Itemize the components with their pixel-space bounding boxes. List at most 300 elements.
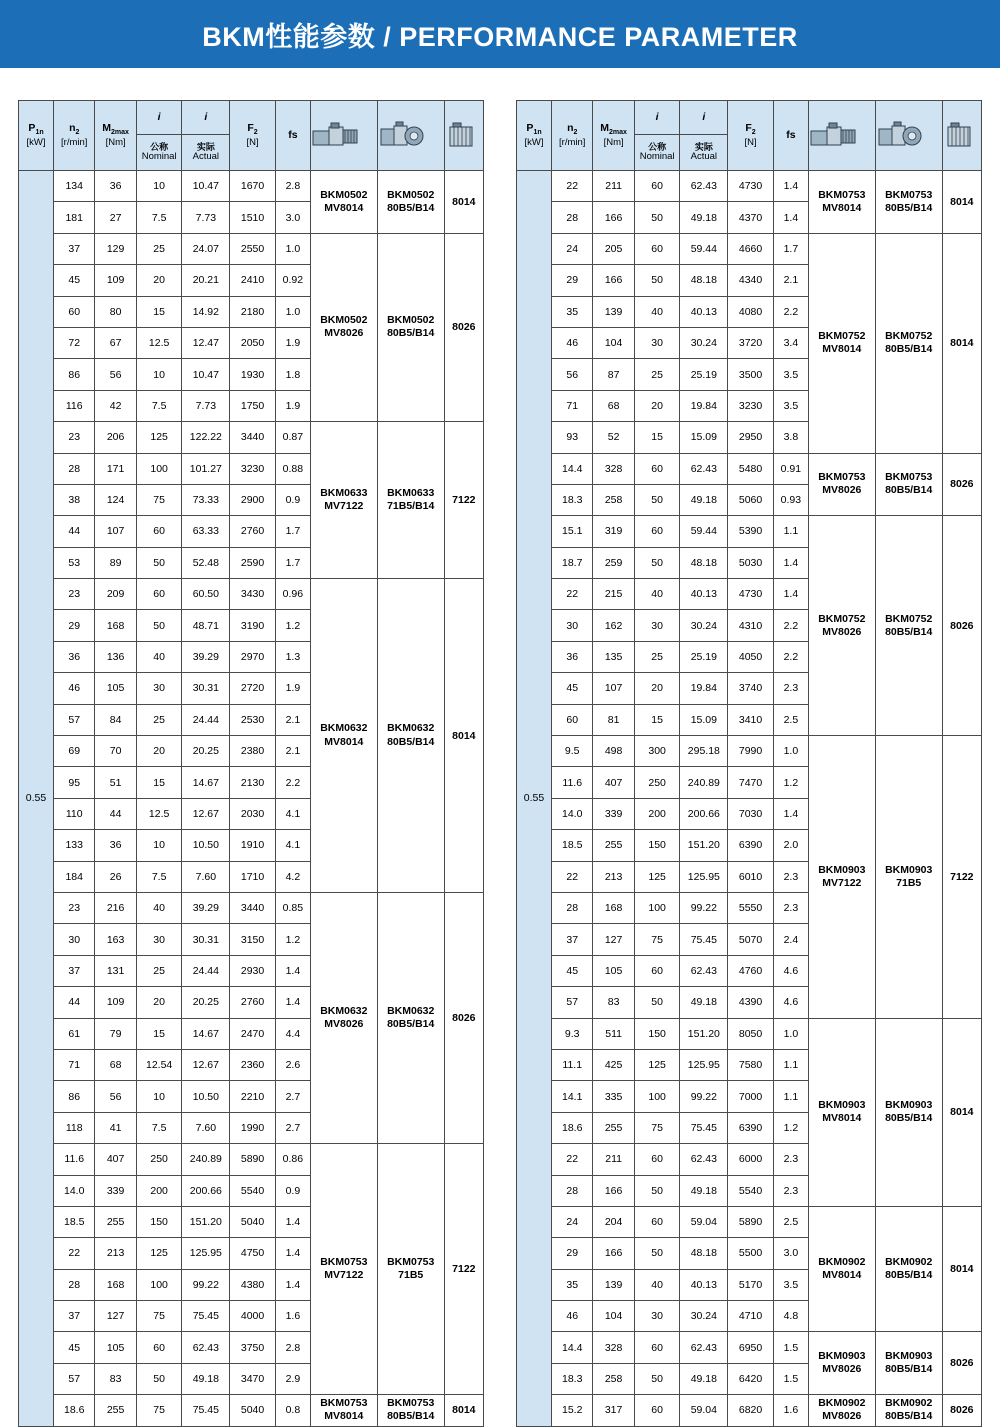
cell-i-nominal: 50 (634, 987, 680, 1018)
cell-frame-code: 8014 (444, 1395, 483, 1426)
cell-f2: 4730 (728, 579, 774, 610)
cell-i-actual: 240.89 (680, 767, 728, 798)
cell-fs: 0.85 (275, 892, 310, 923)
cell-n2: 23 (54, 892, 95, 923)
cell-fs: 1.2 (275, 610, 310, 641)
cell-fs: 1.9 (275, 327, 310, 358)
cell-n2: 36 (552, 641, 593, 672)
cell-i-actual: 151.20 (680, 1018, 728, 1049)
cell-n2: 18.5 (54, 1206, 95, 1237)
cell-n2: 45 (54, 1332, 95, 1363)
cell-fs: 1.4 (773, 547, 808, 578)
cell-i-nominal: 30 (634, 1301, 680, 1332)
cell-f2: 3440 (230, 892, 276, 923)
cell-i-actual: 20.21 (182, 265, 230, 296)
cell-n2: 44 (54, 516, 95, 547)
cell-f2: 2760 (230, 987, 276, 1018)
cell-m2max: 105 (95, 1332, 136, 1363)
cell-f2: 3230 (230, 453, 276, 484)
cell-i-nominal: 50 (136, 547, 182, 578)
cell-i-nominal: 30 (136, 924, 182, 955)
cell-i-actual: 15.09 (680, 422, 728, 453)
cell-i-actual: 75.45 (680, 924, 728, 955)
cell-i-nominal: 50 (136, 1363, 182, 1394)
cell-m2max: 105 (593, 955, 634, 986)
cell-i-actual: 14.92 (182, 296, 230, 327)
cell-i-actual: 62.43 (680, 171, 728, 202)
cell-i-actual: 59.04 (680, 1206, 728, 1237)
cell-fs: 2.7 (275, 1112, 310, 1143)
cell-frame-code: 8026 (942, 453, 981, 516)
cell-frame-code: 8014 (942, 233, 981, 453)
cell-m2max: 407 (95, 1144, 136, 1175)
cell-i-nominal: 50 (634, 484, 680, 515)
cell-i-nominal: 15 (136, 767, 182, 798)
cell-n2: 18.6 (54, 1395, 95, 1426)
cell-i-actual: 48.18 (680, 1238, 728, 1269)
cell-i-actual: 7.73 (182, 202, 230, 233)
cell-n2: 46 (552, 327, 593, 358)
cell-m2max: 216 (95, 892, 136, 923)
cell-i-nominal: 50 (634, 1238, 680, 1269)
cell-m2max: 107 (593, 673, 634, 704)
cell-m2max: 206 (95, 422, 136, 453)
cell-i-nominal: 75 (634, 1112, 680, 1143)
cell-f2: 1510 (230, 202, 276, 233)
cell-i-actual: 39.29 (182, 892, 230, 923)
cell-frame-code: 8014 (942, 1018, 981, 1206)
cell-n2: 118 (54, 1112, 95, 1143)
cell-i-actual: 101.27 (182, 453, 230, 484)
cell-m2max: 127 (593, 924, 634, 955)
cell-i-actual: 73.33 (182, 484, 230, 515)
cell-n2: 86 (54, 359, 95, 390)
cell-m2max: 109 (95, 265, 136, 296)
cell-fs: 2.6 (275, 1049, 310, 1080)
cell-n2: 28 (552, 202, 593, 233)
cell-fs: 1.6 (275, 1301, 310, 1332)
header-cell-nominal: 公称 Nominal (634, 135, 680, 171)
cell-frame-code: 7122 (942, 736, 981, 1019)
cell-i-nominal: 40 (136, 892, 182, 923)
cell-m2max: 259 (593, 547, 634, 578)
cell-m2max: 26 (95, 861, 136, 892)
cell-fs: 2.3 (773, 1175, 808, 1206)
cell-m2max: 255 (95, 1395, 136, 1426)
cell-n2: 61 (54, 1018, 95, 1049)
cell-frame-code: 8014 (444, 579, 483, 893)
cell-frame-code: 8026 (444, 892, 483, 1143)
cell-f2: 4080 (728, 296, 774, 327)
header-cell-p1n: $P_{1n}$ [kW] (517, 101, 552, 171)
cell-m2max: 139 (593, 296, 634, 327)
cell-i-nominal: 75 (136, 484, 182, 515)
cell-n2: 57 (552, 987, 593, 1018)
cell-fs: 2.3 (773, 861, 808, 892)
cell-f2: 7030 (728, 798, 774, 829)
cell-f2: 6390 (728, 830, 774, 861)
cell-m2max: 166 (593, 202, 634, 233)
cell-m2max: 107 (95, 516, 136, 547)
cell-fs: 1.4 (773, 202, 808, 233)
cell-i-actual: 39.29 (182, 641, 230, 672)
cell-m2max: 105 (95, 673, 136, 704)
cell-fs: 1.0 (275, 296, 310, 327)
cell-fs: 3.4 (773, 327, 808, 358)
cell-fs: 2.8 (275, 171, 310, 202)
cell-m2max: 124 (95, 484, 136, 515)
cell-f2: 4340 (728, 265, 774, 296)
table-row (517, 233, 982, 264)
cell-motor-code: BKM0903 MV8026 (808, 1332, 875, 1395)
cell-motor-code: BKM0632 MV8014 (310, 579, 377, 893)
cell-n2: 71 (54, 1049, 95, 1080)
cell-motor-code: BKM0752 MV8026 (808, 516, 875, 736)
cell-i-actual: 20.25 (182, 736, 230, 767)
cell-fs: 2.3 (773, 1144, 808, 1175)
cell-i-actual: 49.18 (680, 484, 728, 515)
cell-i-nominal: 125 (136, 1238, 182, 1269)
cell-n2: 11.1 (552, 1049, 593, 1080)
cell-m2max: 255 (593, 830, 634, 861)
cell-m2max: 51 (95, 767, 136, 798)
cell-f2: 1710 (230, 861, 276, 892)
cell-fs: 3.0 (275, 202, 310, 233)
cell-fs: 3.5 (773, 1269, 808, 1300)
cell-i-nominal: 7.5 (136, 1112, 182, 1143)
table-row (19, 892, 484, 923)
cell-i-actual: 295.18 (680, 736, 728, 767)
cell-fs: 1.6 (773, 1395, 808, 1426)
cell-fs: 2.1 (275, 736, 310, 767)
cell-m2max: 319 (593, 516, 634, 547)
cell-i-nominal: 20 (634, 390, 680, 421)
cell-m2max: 68 (593, 390, 634, 421)
cell-flange-code: BKM0753 71B5 (377, 1144, 444, 1395)
cell-fs: 1.4 (275, 955, 310, 986)
page-header-banner (0, 0, 1000, 68)
cell-i-nominal: 75 (136, 1301, 182, 1332)
cell-i-nominal: 12.54 (136, 1049, 182, 1080)
cell-i-actual: 99.22 (680, 892, 728, 923)
cell-n2: 22 (552, 1144, 593, 1175)
cell-i-actual: 30.24 (680, 1301, 728, 1332)
cell-n2: 22 (54, 1238, 95, 1269)
cell-frame-code: 8014 (942, 1206, 981, 1332)
cell-fs: 1.1 (773, 1081, 808, 1112)
cell-n2: 15.2 (552, 1395, 593, 1426)
cell-i-nominal: 20 (634, 673, 680, 704)
cell-f2: 4310 (728, 610, 774, 641)
cell-f2: 3150 (230, 924, 276, 955)
cell-m2max: 56 (95, 359, 136, 390)
cell-fs: 2.3 (773, 673, 808, 704)
table-row (517, 1018, 982, 1049)
cell-f2: 4660 (728, 233, 774, 264)
cell-motor-code: BKM0632 MV8026 (310, 892, 377, 1143)
cell-f2: 2180 (230, 296, 276, 327)
cell-f2: 5040 (230, 1206, 276, 1237)
cell-m2max: 498 (593, 736, 634, 767)
cell-fs: 0.9 (275, 1175, 310, 1206)
cell-i-actual: 30.24 (680, 610, 728, 641)
cell-frame-code: 8014 (942, 171, 981, 234)
cell-n2: 22 (552, 861, 593, 892)
cell-m2max: 511 (593, 1018, 634, 1049)
cell-m2max: 317 (593, 1395, 634, 1426)
cell-i-nominal: 40 (634, 1269, 680, 1300)
cell-i-nominal: 15 (634, 704, 680, 735)
cell-i-actual: 62.43 (680, 453, 728, 484)
cell-i-actual: 40.13 (680, 296, 728, 327)
cell-frame-code: 8026 (942, 516, 981, 736)
flange-motor-icon (875, 101, 942, 171)
cell-f2: 6390 (728, 1112, 774, 1143)
cell-n2: 15.1 (552, 516, 593, 547)
cell-p1n-value: 0.55 (19, 171, 54, 1427)
cell-f2: 6950 (728, 1332, 774, 1363)
cell-m2max: 213 (95, 1238, 136, 1269)
performance-table-left (18, 100, 484, 1427)
cell-m2max: 211 (593, 1144, 634, 1175)
cell-i-actual: 49.18 (182, 1363, 230, 1394)
cell-fs: 2.7 (275, 1081, 310, 1112)
cell-i-actual: 99.22 (680, 1081, 728, 1112)
cell-f2: 1670 (230, 171, 276, 202)
cell-n2: 46 (54, 673, 95, 704)
cell-f2: 4380 (230, 1269, 276, 1300)
cell-m2max: 136 (95, 641, 136, 672)
cell-f2: 5890 (728, 1206, 774, 1237)
cell-m2max: 211 (593, 171, 634, 202)
cell-n2: 93 (552, 422, 593, 453)
header-cell-m2max: $M_{2max}$ [Nm] (95, 101, 136, 171)
cell-p1n-value: 0.55 (517, 171, 552, 1427)
cell-i-nominal: 250 (634, 767, 680, 798)
cell-n2: 133 (54, 830, 95, 861)
cell-n2: 38 (54, 484, 95, 515)
cell-i-actual: 59.44 (680, 516, 728, 547)
cell-flange-code: BKM0903 80B5/B14 (875, 1332, 942, 1395)
table-row (517, 453, 982, 484)
cell-m2max: 87 (593, 359, 634, 390)
cell-i-nominal: 250 (136, 1144, 182, 1175)
cell-i-nominal: 25 (136, 704, 182, 735)
cell-i-actual: 7.73 (182, 390, 230, 421)
cell-i-actual: 20.25 (182, 987, 230, 1018)
cell-i-nominal: 200 (634, 798, 680, 829)
cell-f2: 3230 (728, 390, 774, 421)
cell-i-actual: 48.18 (680, 265, 728, 296)
cell-n2: 35 (552, 1269, 593, 1300)
cell-n2: 24 (552, 233, 593, 264)
cell-i-nominal: 150 (136, 1206, 182, 1237)
cell-fs: 3.0 (773, 1238, 808, 1269)
cell-n2: 28 (54, 1269, 95, 1300)
table-row (517, 1206, 982, 1237)
cell-m2max: 171 (95, 453, 136, 484)
cell-i-actual: 10.50 (182, 1081, 230, 1112)
cell-n2: 23 (54, 579, 95, 610)
cell-i-nominal: 20 (136, 736, 182, 767)
header-cell-fs: fs (773, 101, 808, 171)
cell-i-nominal: 60 (634, 1206, 680, 1237)
cell-f2: 2130 (230, 767, 276, 798)
cell-i-actual: 7.60 (182, 1112, 230, 1143)
cell-i-actual: 19.84 (680, 673, 728, 704)
motor-frame-icon (942, 101, 981, 171)
header-cell-i-nominal: i (634, 101, 680, 135)
cell-frame-code: 7122 (444, 1144, 483, 1395)
cell-i-nominal: 7.5 (136, 861, 182, 892)
cell-fs: 1.5 (773, 1363, 808, 1394)
cell-m2max: 129 (95, 233, 136, 264)
cell-fs: 4.2 (275, 861, 310, 892)
cell-i-actual: 12.47 (182, 327, 230, 358)
cell-f2: 2410 (230, 265, 276, 296)
cell-i-nominal: 75 (634, 924, 680, 955)
cell-f2: 5500 (728, 1238, 774, 1269)
cell-m2max: 163 (95, 924, 136, 955)
cell-fs: 1.9 (275, 390, 310, 421)
cell-fs: 2.8 (275, 1332, 310, 1363)
cell-i-actual: 49.18 (680, 1175, 728, 1206)
cell-m2max: 166 (593, 1238, 634, 1269)
table-row (517, 1395, 982, 1426)
cell-fs: 0.86 (275, 1144, 310, 1175)
cell-m2max: 70 (95, 736, 136, 767)
cell-fs: 2.5 (773, 704, 808, 735)
cell-m2max: 104 (593, 327, 634, 358)
cell-motor-code: BKM0633 MV7122 (310, 422, 377, 579)
cell-n2: 37 (552, 924, 593, 955)
cell-m2max: 425 (593, 1049, 634, 1080)
cell-i-actual: 19.84 (680, 390, 728, 421)
cell-n2: 14.4 (552, 1332, 593, 1363)
cell-i-nominal: 40 (136, 641, 182, 672)
cell-i-nominal: 100 (136, 1269, 182, 1300)
cell-fs: 1.2 (773, 1112, 808, 1143)
cell-i-actual: 24.44 (182, 704, 230, 735)
cell-fs: 1.1 (773, 1049, 808, 1080)
motor-frame-icon (444, 101, 483, 171)
cell-motor-code: BKM0753 MV8026 (808, 453, 875, 516)
cell-n2: 184 (54, 861, 95, 892)
cell-fs: 0.96 (275, 579, 310, 610)
cell-i-actual: 62.43 (680, 1144, 728, 1175)
cell-n2: 22 (552, 579, 593, 610)
cell-n2: 57 (54, 1363, 95, 1394)
cell-i-nominal: 10 (136, 1081, 182, 1112)
cell-m2max: 258 (593, 1363, 634, 1394)
cell-f2: 5030 (728, 547, 774, 578)
cell-f2: 3430 (230, 579, 276, 610)
cell-n2: 56 (552, 359, 593, 390)
cell-m2max: 139 (593, 1269, 634, 1300)
cell-f2: 8050 (728, 1018, 774, 1049)
cell-m2max: 36 (95, 830, 136, 861)
cell-i-actual: 75.45 (182, 1395, 230, 1426)
cell-f2: 5550 (728, 892, 774, 923)
cell-flange-code: BKM0633 71B5/B14 (377, 422, 444, 579)
cell-i-actual: 48.71 (182, 610, 230, 641)
cell-f2: 3190 (230, 610, 276, 641)
cell-flange-code: BKM0632 80B5/B14 (377, 892, 444, 1143)
cell-frame-code: 8014 (444, 171, 483, 234)
cell-i-nominal: 30 (136, 673, 182, 704)
header-cell-f2: $F_2$ [N] (230, 101, 276, 171)
cell-f2: 4760 (728, 955, 774, 986)
cell-n2: 45 (552, 673, 593, 704)
cell-i-nominal: 100 (634, 892, 680, 923)
cell-fs: 2.5 (773, 1206, 808, 1237)
cell-motor-code: BKM0502 MV8014 (310, 171, 377, 234)
cell-f2: 2530 (230, 704, 276, 735)
cell-i-actual: 14.67 (182, 1018, 230, 1049)
cell-i-nominal: 15 (136, 296, 182, 327)
cell-fs: 2.2 (773, 296, 808, 327)
cell-n2: 37 (54, 1301, 95, 1332)
cell-f2: 6010 (728, 861, 774, 892)
cell-n2: 22 (552, 171, 593, 202)
cell-m2max: 44 (95, 798, 136, 829)
cell-n2: 14.1 (552, 1081, 593, 1112)
cell-i-nominal: 60 (634, 516, 680, 547)
cell-n2: 37 (54, 233, 95, 264)
cell-f2: 4390 (728, 987, 774, 1018)
cell-i-nominal: 12.5 (136, 798, 182, 829)
cell-flange-code: BKM0753 80B5/B14 (875, 171, 942, 234)
cell-m2max: 131 (95, 955, 136, 986)
header-cell-actual: 实际 Actual (182, 135, 230, 171)
cell-n2: 14.0 (54, 1175, 95, 1206)
cell-i-nominal: 10 (136, 830, 182, 861)
cell-flange-code: BKM0753 80B5/B14 (875, 453, 942, 516)
cell-f2: 4000 (230, 1301, 276, 1332)
cell-m2max: 328 (593, 1332, 634, 1363)
gear-motor-icon (808, 101, 875, 171)
cell-i-nominal: 60 (634, 171, 680, 202)
cell-f2: 5890 (230, 1144, 276, 1175)
cell-f2: 2210 (230, 1081, 276, 1112)
cell-fs: 1.4 (773, 798, 808, 829)
cell-n2: 9.5 (552, 736, 593, 767)
cell-fs: 3.8 (773, 422, 808, 453)
cell-n2: 60 (552, 704, 593, 735)
cell-i-actual: 24.07 (182, 233, 230, 264)
cell-i-actual: 15.09 (680, 704, 728, 735)
cell-m2max: 52 (593, 422, 634, 453)
header-cell-actual: 实际 Actual (680, 135, 728, 171)
cell-fs: 1.4 (275, 987, 310, 1018)
cell-i-nominal: 60 (634, 955, 680, 986)
cell-i-nominal: 15 (634, 422, 680, 453)
cell-n2: 69 (54, 736, 95, 767)
cell-i-actual: 151.20 (680, 830, 728, 861)
cell-fs: 1.5 (773, 1332, 808, 1363)
header-cell-fs: fs (275, 101, 310, 171)
cell-fs: 1.9 (275, 673, 310, 704)
cell-i-actual: 99.22 (182, 1269, 230, 1300)
cell-fs: 1.7 (275, 547, 310, 578)
cell-f2: 2380 (230, 736, 276, 767)
cell-fs: 3.5 (773, 359, 808, 390)
cell-m2max: 213 (593, 861, 634, 892)
cell-fs: 2.4 (773, 924, 808, 955)
cell-i-nominal: 60 (136, 579, 182, 610)
cell-fs: 0.88 (275, 453, 310, 484)
cell-f2: 1990 (230, 1112, 276, 1143)
